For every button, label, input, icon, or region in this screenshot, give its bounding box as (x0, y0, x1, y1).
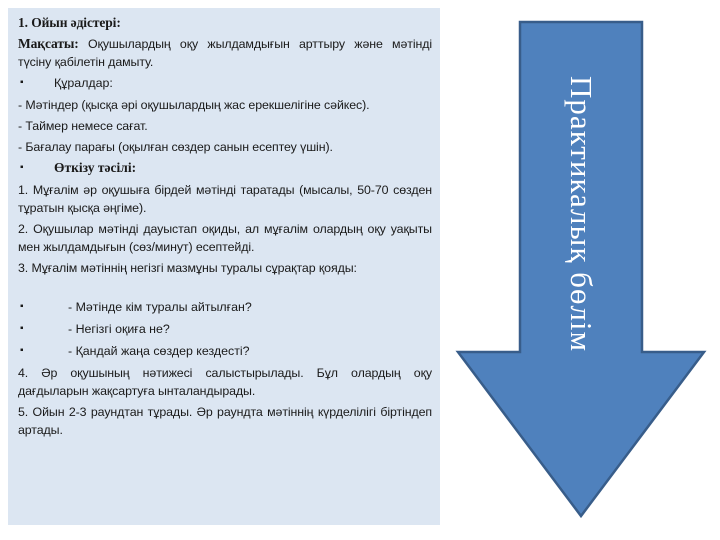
question-item (18, 320, 432, 338)
step-item: 1. Мұғалім әр оқушыға бірдей мәтінді таратады (мысалы, 50-70 сөзден тұратын қысқа әңгіме). (18, 183, 432, 215)
tools-bullet (18, 74, 432, 92)
question-text: - Қандай жаңа сөздер кездесті? (68, 344, 250, 358)
goal-text: Оқушылардың оқу жылдамдығын арттыру және мәтінді түсіну қабілетін дамыту. (18, 37, 432, 69)
question-item (18, 342, 432, 360)
procedure-bullet (18, 159, 432, 177)
spacer (18, 280, 432, 298)
step-item: 4. Әр оқушының нәтижесі салыстырылады. Бұл олардың оқу дағдыларын жақсартуға ынталандырады. (18, 366, 432, 398)
step-item: 3. Мұғалім мәтіннің негізгі мазмұны туралы сұрақтар қояды: (18, 261, 357, 275)
procedure-label: Өткізу тәсілі: (54, 160, 137, 175)
tool-item: - Мәтіндер (қысқа әрі оқушылардың жас ерекшелігіне сәйкес). (18, 98, 370, 112)
bullet-icon: ▪ (20, 162, 24, 173)
practical-section-arrow (454, 20, 708, 520)
question-text: - Мәтінде кім туралы айтылған? (68, 300, 252, 314)
tool-item: - Бағалау парағы (оқылған сөздер санын есептеу үшін). (18, 140, 333, 154)
tools-label: Құралдар: (54, 76, 113, 90)
bullet-icon: ▪ (20, 301, 24, 312)
bullet-icon: ▪ (20, 323, 24, 334)
question-item (18, 298, 432, 316)
goal-paragraph (18, 35, 432, 71)
method-title: 1. Ойын әдістері: (18, 15, 121, 30)
step-item: 2. Оқушылар мәтінді дауыстап оқиды, ал мұғалім олардың оқу уақыты мен жылдамдығын (сөз/минут) есептейді. (18, 222, 432, 254)
step-item: 5. Ойын 2-3 раундтан тұрады. Әр раундта мәтіннің күрделілігі біртіндеп артады. (18, 405, 432, 437)
tool-item: - Таймер немесе сағат. (18, 119, 148, 133)
arrow-label: Практикалық бөлім (564, 75, 599, 353)
bullet-icon: ▪ (20, 77, 24, 88)
method-panel (8, 8, 440, 525)
bullet-icon: ▪ (20, 345, 24, 356)
question-text: - Негізгі оқиға не? (68, 322, 170, 336)
goal-label: Мақсаты: (18, 36, 79, 51)
